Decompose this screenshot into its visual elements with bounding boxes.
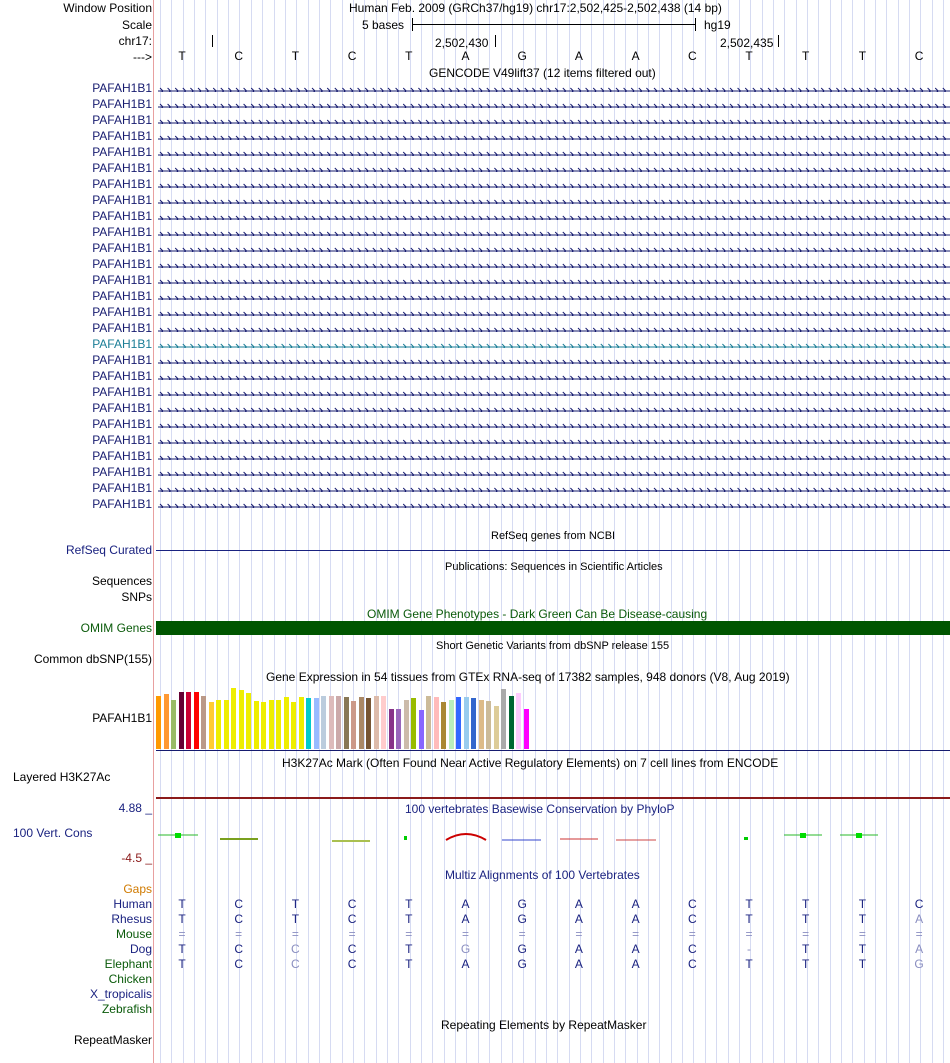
gtex-tissue-bar[interactable] <box>156 696 161 749</box>
gtex-tissue-bar[interactable] <box>239 690 244 749</box>
multiz-base: T <box>405 912 413 926</box>
multiz-base: A <box>461 897 470 911</box>
gtex-tissue-bar[interactable] <box>329 696 334 749</box>
multiz-base: G <box>517 912 527 926</box>
gene-row[interactable] <box>158 388 950 396</box>
multiz-base: C <box>347 957 357 971</box>
gtex-tissue-bar[interactable] <box>456 697 461 749</box>
multiz-base: = <box>575 927 583 941</box>
gridline <box>308 0 309 1063</box>
gene-row[interactable] <box>158 308 950 316</box>
multiz-base: T <box>858 912 867 926</box>
gene-row[interactable] <box>158 436 950 444</box>
strand-arrow-label: ---> <box>133 50 152 64</box>
gene-row[interactable] <box>158 404 950 412</box>
multiz-title: Multiz Alignments of 100 Vertebrates <box>445 868 640 882</box>
dbsnp-track-label[interactable]: Common dbSNP(155) <box>33 652 152 666</box>
multiz-base: = <box>915 927 923 941</box>
gene-label[interactable]: PAFAH1B1 <box>92 305 152 319</box>
multiz-base: = <box>518 927 526 941</box>
species-label[interactable]: Dog <box>129 942 152 956</box>
reference-base: A <box>574 49 583 63</box>
gtex-bar-graph[interactable] <box>156 684 536 749</box>
multiz-base: C <box>234 957 244 971</box>
multiz-base: G <box>517 897 527 911</box>
track-image-panel[interactable] <box>156 0 950 1063</box>
gtex-tissue-bar[interactable] <box>396 709 401 749</box>
multiz-base: T <box>802 942 810 956</box>
multiz-base: A <box>574 897 583 911</box>
multiz-base: A <box>631 957 640 971</box>
multiz-base: A <box>461 957 470 971</box>
h3k27ac-title: H3K27Ac Mark (Often Found Near Active Regulatory Elements) on 7 cell lines from ENCODE <box>282 756 779 770</box>
gridline <box>875 0 876 1063</box>
reference-base: T <box>745 49 753 63</box>
gencode-title: GENCODE V49lift37 (12 items filtered out) <box>429 66 656 80</box>
omim-title: OMIM Gene Phenotypes - Dark Green Can Be Disease-causing <box>367 607 708 621</box>
multiz-base: C <box>687 957 697 971</box>
gridline <box>898 0 899 1063</box>
gtex-tissue-bar[interactable] <box>441 702 446 749</box>
gridline <box>330 0 331 1063</box>
gtex-tissue-bar[interactable] <box>276 700 281 749</box>
reference-base: T <box>178 49 186 63</box>
phylop-title: 100 vertebrates Basewise Conservation by PhyloP <box>405 802 675 816</box>
gene-label[interactable]: PAFAH1B1 <box>92 241 152 255</box>
publications-track-label[interactable]: Sequences <box>91 574 152 588</box>
multiz-base: C <box>914 897 924 911</box>
multiz-base: C <box>291 957 300 971</box>
phylop-min-label: -4.5 _ <box>121 851 152 865</box>
gene-label[interactable]: PAFAH1B1 <box>92 321 152 335</box>
gtex-tissue-bar[interactable] <box>434 697 439 749</box>
gene-row[interactable] <box>158 324 950 332</box>
gene-label[interactable]: PAFAH1B1 <box>92 337 152 351</box>
multiz-base: T <box>858 942 867 956</box>
gridline <box>262 0 263 1063</box>
multiz-base: T <box>178 957 186 971</box>
gene-label[interactable]: PAFAH1B1 <box>92 369 152 383</box>
gene-row[interactable] <box>158 356 950 364</box>
multiz-base: C <box>347 897 357 911</box>
gene-label[interactable]: PAFAH1B1 <box>92 145 152 159</box>
gridline <box>160 0 161 1063</box>
gridline <box>274 0 275 1063</box>
multiz-base: T <box>858 897 867 911</box>
window-position-label: Window Position <box>63 1 152 15</box>
gene-row[interactable] <box>158 340 950 348</box>
coord-label-a: 2,502,430 <box>435 36 489 50</box>
gtex-tissue-bar[interactable] <box>374 696 379 749</box>
gridline <box>671 0 672 1063</box>
gene-label[interactable]: PAFAH1B1 <box>92 209 152 223</box>
gridline <box>205 0 206 1063</box>
multiz-base: T <box>405 897 413 911</box>
omim-gene-bar[interactable] <box>156 621 950 635</box>
gene-row[interactable] <box>158 500 950 508</box>
reference-base: G <box>517 49 527 63</box>
assembly-title: Human Feb. 2009 (GRCh37/hg19) chr17:2,502,425-2,502,438 (14 bp) <box>349 1 722 15</box>
gene-label[interactable]: PAFAH1B1 <box>92 257 152 271</box>
gtex-tissue-bar[interactable] <box>411 698 416 749</box>
gridline <box>489 0 490 1063</box>
gene-label[interactable]: PAFAH1B1 <box>92 129 152 143</box>
gtex-tissue-bar[interactable] <box>404 700 409 749</box>
multiz-base: A <box>461 912 470 926</box>
phylop-peak-red <box>446 834 486 840</box>
gtex-tissue-bar[interactable] <box>486 701 491 749</box>
phylop-point-1 <box>404 836 407 840</box>
gtex-tissue-bar[interactable] <box>419 710 424 749</box>
gene-label[interactable]: PAFAH1B1 <box>92 273 152 287</box>
multiz-base: = <box>688 927 696 941</box>
db-label: hg19 <box>704 18 731 32</box>
species-label[interactable]: Rhesus <box>111 912 152 926</box>
label-separator <box>153 0 154 1063</box>
multiz-base: A <box>574 912 583 926</box>
multiz-base: T <box>745 912 753 926</box>
gtex-tissue-bar[interactable] <box>194 692 199 749</box>
gene-label[interactable]: PAFAH1B1 <box>92 353 152 367</box>
gridline <box>818 0 819 1063</box>
multiz-base: T <box>802 912 810 926</box>
gtex-tissue-bar[interactable] <box>231 688 236 749</box>
gene-label[interactable]: PAFAH1B1 <box>92 401 152 415</box>
multiz-base: C <box>687 912 697 926</box>
multiz-base: C <box>291 942 300 956</box>
multiz-base: T <box>802 897 810 911</box>
multiz-base: C <box>347 912 357 926</box>
gene-label[interactable]: PAFAH1B1 <box>92 449 152 463</box>
gridline <box>387 0 388 1063</box>
multiz-base: A <box>574 942 583 956</box>
multiz-base: T <box>745 957 753 971</box>
reference-base: T <box>858 49 867 63</box>
multiz-base: = <box>745 927 753 941</box>
gtex-tissue-bar[interactable] <box>509 696 514 749</box>
phylop-point-4 <box>856 833 862 838</box>
gene-row[interactable] <box>158 244 950 252</box>
phylop-point-3 <box>800 833 806 838</box>
gridline <box>932 0 933 1063</box>
gene-label[interactable]: PAFAH1B1 <box>92 97 152 111</box>
dbsnp-title: Short Genetic Variants from dbSNP release 155 <box>436 640 670 652</box>
gtex-tissue-bar[interactable] <box>359 697 364 749</box>
species-label[interactable]: Human <box>113 897 152 911</box>
multiz-base: C <box>687 942 697 956</box>
reference-base: A <box>631 49 640 63</box>
multiz-base: = <box>178 927 186 941</box>
gtex-tissue-bar[interactable] <box>306 698 311 749</box>
gtex-tissue-bar[interactable] <box>164 694 169 749</box>
gene-row[interactable] <box>158 100 950 108</box>
multiz-base: = <box>802 927 810 941</box>
gtex-tissue-bar[interactable] <box>344 697 349 749</box>
gene-row[interactable] <box>158 484 950 492</box>
gtex-tissue-bar[interactable] <box>381 696 386 749</box>
reference-base: A <box>461 49 470 63</box>
gtex-tissue-bar[interactable] <box>179 692 184 749</box>
gene-label[interactable]: PAFAH1B1 <box>92 161 152 175</box>
gene-row[interactable] <box>158 132 950 140</box>
gene-label[interactable]: PAFAH1B1 <box>92 289 152 303</box>
gtex-tissue-bar[interactable] <box>501 689 506 749</box>
reference-base: T <box>405 49 413 63</box>
gtex-baseline <box>156 750 950 751</box>
gtex-tissue-bar[interactable] <box>201 696 206 749</box>
multiz-base: A <box>631 912 640 926</box>
species-label[interactable]: Gaps <box>123 882 152 896</box>
gtex-tissue-bar[interactable] <box>471 698 476 749</box>
gene-label[interactable]: PAFAH1B1 <box>92 225 152 239</box>
multiz-base: T <box>178 942 186 956</box>
gtex-tissue-bar[interactable] <box>186 692 191 749</box>
gridline <box>478 0 479 1063</box>
phylop-point-0 <box>175 833 181 838</box>
gene-row[interactable] <box>158 468 950 476</box>
gene-label[interactable]: PAFAH1B1 <box>92 385 152 399</box>
gridline <box>830 0 831 1063</box>
gene-label[interactable]: PAFAH1B1 <box>92 465 152 479</box>
gtex-tissue-bar[interactable] <box>426 696 431 749</box>
multiz-base: - <box>747 942 751 956</box>
multiz-base: A <box>915 912 924 926</box>
snps-track-label[interactable]: SNPs <box>121 590 152 604</box>
species-label[interactable]: Mouse <box>115 927 152 941</box>
gtex-tissue-bar[interactable] <box>291 702 296 749</box>
multiz-base: T <box>291 897 300 911</box>
multiz-base: T <box>802 957 810 971</box>
h3k27ac-track-label[interactable]: Layered H3K27Ac <box>13 770 111 784</box>
reference-base: T <box>291 49 300 63</box>
phylop-graph[interactable] <box>156 820 950 860</box>
gtex-tissue-bar[interactable] <box>246 693 251 749</box>
multiz-base: C <box>234 897 244 911</box>
gene-row[interactable] <box>158 180 950 188</box>
coord-tick-2 <box>495 35 496 47</box>
multiz-base: G <box>517 957 527 971</box>
scale-bar-right-tick <box>695 18 696 31</box>
species-label[interactable]: Elephant <box>104 957 152 971</box>
gridline <box>784 0 785 1063</box>
multiz-base: = <box>858 927 866 941</box>
gtex-tissue-bar[interactable] <box>336 696 341 749</box>
gene-row[interactable] <box>158 84 950 92</box>
phylop-track-label[interactable]: 100 Vert. Cons <box>13 826 93 840</box>
multiz-base: A <box>574 957 583 971</box>
gene-label[interactable]: PAFAH1B1 <box>92 193 152 207</box>
species-label[interactable]: Zebrafish <box>101 1002 152 1016</box>
gridline <box>364 0 365 1063</box>
gene-row[interactable] <box>158 212 950 220</box>
gtex-tissue-bar[interactable] <box>209 702 214 749</box>
multiz-base: A <box>915 942 924 956</box>
h3k27ac-baseline <box>156 797 950 799</box>
multiz-base: C <box>234 942 244 956</box>
gridline <box>444 0 445 1063</box>
gridline <box>648 0 649 1063</box>
multiz-base: T <box>178 912 186 926</box>
reference-base: C <box>234 49 244 63</box>
multiz-base: A <box>631 897 640 911</box>
gtex-tissue-bar[interactable] <box>464 697 469 749</box>
gene-row[interactable] <box>158 292 950 300</box>
gene-label[interactable]: PAFAH1B1 <box>92 497 152 511</box>
scale-text: 5 bases <box>362 18 405 32</box>
chrom-label: chr17: <box>118 34 152 48</box>
gtex-tissue-bar[interactable] <box>366 698 371 749</box>
gridline <box>217 0 218 1063</box>
gtex-gene-label[interactable]: PAFAH1B1 <box>92 711 152 725</box>
multiz-base: T <box>405 942 413 956</box>
multiz-base: T <box>291 912 300 926</box>
species-label[interactable]: X_tropicalis <box>89 987 152 1001</box>
gtex-tissue-bar[interactable] <box>261 702 266 749</box>
gridline <box>194 0 195 1063</box>
refseq-track-label[interactable]: RefSeq Curated <box>65 543 152 557</box>
gene-row[interactable] <box>158 372 950 380</box>
species-label[interactable]: Chicken <box>108 972 152 986</box>
multiz-base: G <box>914 957 924 971</box>
gene-row[interactable] <box>158 148 950 156</box>
multiz-base: T <box>858 957 867 971</box>
gene-label[interactable]: PAFAH1B1 <box>92 417 152 431</box>
reference-base: C <box>687 49 697 63</box>
repeatmasker-track-label[interactable]: RepeatMasker <box>73 1033 152 1047</box>
gtex-tissue-bar[interactable] <box>479 700 484 749</box>
gtex-tissue-bar[interactable] <box>494 706 499 749</box>
gene-row[interactable] <box>158 420 950 428</box>
gridline <box>705 0 706 1063</box>
gene-row[interactable] <box>158 276 950 284</box>
multiz-base: C <box>347 942 357 956</box>
phylop-point-2 <box>744 837 748 840</box>
omim-track-label[interactable]: OMIM Genes <box>80 621 152 635</box>
gene-row[interactable] <box>158 260 950 268</box>
gene-label[interactable]: PAFAH1B1 <box>92 177 152 191</box>
reference-base: T <box>802 49 810 63</box>
reference-base: C <box>347 49 357 63</box>
gridline <box>716 0 717 1063</box>
gridline <box>319 0 320 1063</box>
gene-label[interactable]: PAFAH1B1 <box>92 433 152 447</box>
publications-title: Publications: Sequences in Scientific Articles <box>445 561 663 573</box>
gridline <box>421 0 422 1063</box>
gtex-tissue-bar[interactable] <box>216 700 221 749</box>
coord-tick-1 <box>212 35 213 47</box>
multiz-base: = <box>405 927 413 941</box>
repeatmasker-title: Repeating Elements by RepeatMasker <box>441 1018 647 1032</box>
multiz-base: = <box>291 927 299 941</box>
gridline <box>728 0 729 1063</box>
phylop-max-label: 4.88 _ <box>118 801 152 815</box>
track-label-panel <box>0 0 156 1063</box>
gridline <box>376 0 377 1063</box>
gene-label[interactable]: PAFAH1B1 <box>92 481 152 495</box>
gene-label[interactable]: PAFAH1B1 <box>92 81 152 95</box>
gtex-title: Gene Expression in 54 tissues from GTEx RNA-seq of 17382 samples, 948 donors (V8, Aug 2019) <box>266 670 790 684</box>
gridline <box>943 0 944 1063</box>
gridline <box>841 0 842 1063</box>
refseq-title: RefSeq genes from NCBI <box>491 530 616 542</box>
multiz-base: C <box>687 897 697 911</box>
gene-row[interactable] <box>158 452 950 460</box>
multiz-base: T <box>178 897 186 911</box>
gtex-tissue-bar[interactable] <box>224 700 229 749</box>
coord-label-b: 2,502,435 <box>720 36 774 50</box>
gtex-tissue-bar[interactable] <box>269 700 274 749</box>
gtex-tissue-bar[interactable] <box>516 693 521 749</box>
gtex-tissue-bar[interactable] <box>351 701 356 749</box>
multiz-base: = <box>461 927 469 941</box>
refseq-gene-line[interactable] <box>156 550 950 551</box>
gtex-tissue-bar[interactable] <box>389 709 394 749</box>
gtex-tissue-bar[interactable] <box>171 700 176 749</box>
multiz-base: C <box>234 912 244 926</box>
gtex-tissue-bar[interactable] <box>321 696 326 749</box>
gridline <box>432 0 433 1063</box>
multiz-base: A <box>631 942 640 956</box>
gene-row[interactable] <box>158 228 950 236</box>
gene-row[interactable] <box>158 196 950 204</box>
gridline <box>659 0 660 1063</box>
gridline <box>251 0 252 1063</box>
gtex-tissue-bar[interactable] <box>284 697 289 749</box>
scale-label: Scale <box>121 18 152 32</box>
multiz-base: G <box>517 942 527 956</box>
gene-row[interactable] <box>158 116 950 124</box>
gridline <box>773 0 774 1063</box>
gtex-tissue-bar[interactable] <box>299 697 304 749</box>
reference-base: C <box>914 49 924 63</box>
gene-row[interactable] <box>158 164 950 172</box>
gtex-tissue-bar[interactable] <box>524 709 529 749</box>
gridline <box>762 0 763 1063</box>
gridline <box>886 0 887 1063</box>
coord-tick-3 <box>778 35 779 47</box>
gtex-tissue-bar[interactable] <box>254 701 259 749</box>
gtex-tissue-bar[interactable] <box>449 700 454 749</box>
multiz-base: T <box>405 957 413 971</box>
scale-bar <box>412 24 696 25</box>
multiz-base: G <box>460 942 471 956</box>
gtex-tissue-bar[interactable] <box>314 698 319 749</box>
multiz-base: = <box>632 927 640 941</box>
multiz-base: = <box>348 927 356 941</box>
scale-bar-left-tick <box>412 18 413 31</box>
multiz-base: T <box>745 897 753 911</box>
gene-label[interactable]: PAFAH1B1 <box>92 113 152 127</box>
multiz-base: = <box>235 927 243 941</box>
